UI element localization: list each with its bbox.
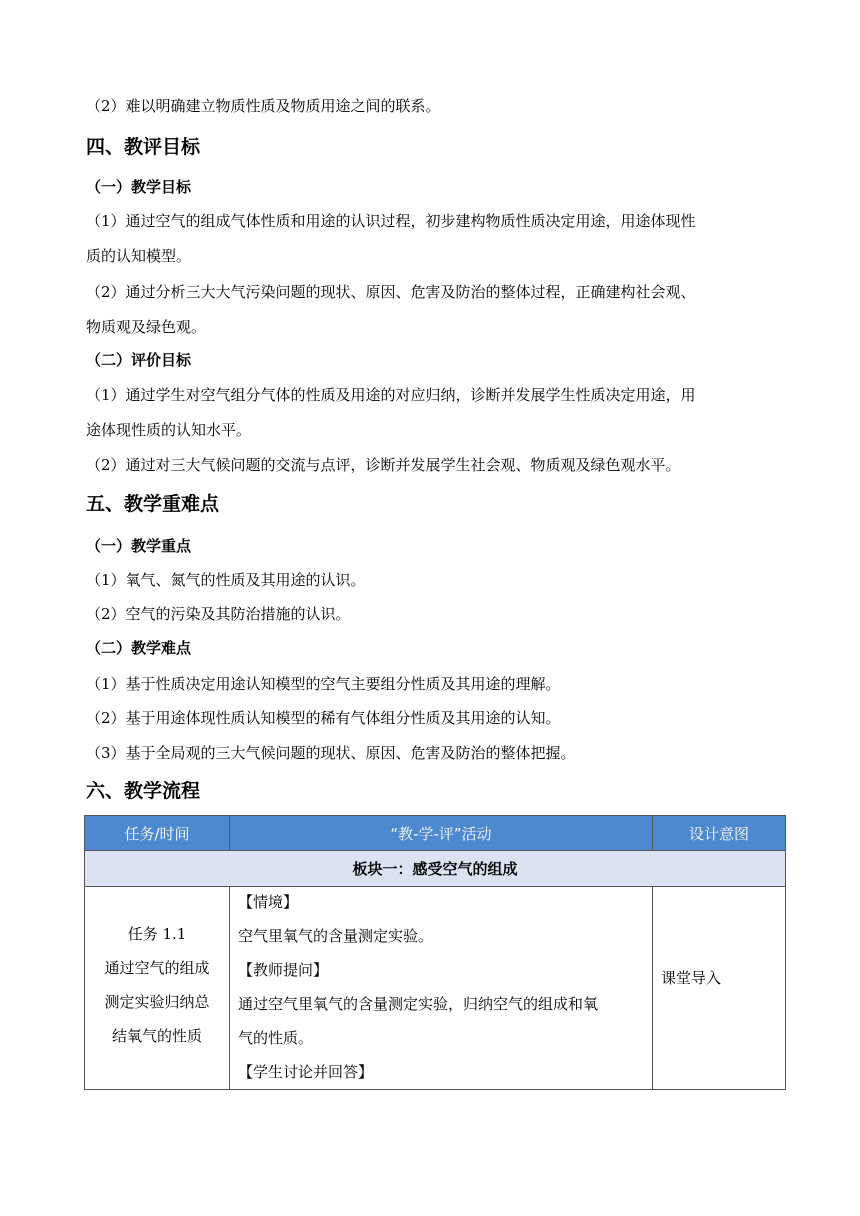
- task-line: 任务 1.1: [127, 925, 187, 943]
- intent-text: 课堂导入: [661, 969, 722, 987]
- header-design-intent: 设计意图: [653, 816, 786, 851]
- difficulty-2: （2）基于用途体现性质认知模型的稀有气体组分性质及其用途的认知。: [86, 709, 561, 727]
- teaching-goals-heading: （一）教学目标: [86, 178, 192, 196]
- intent-cell: [653, 887, 786, 1090]
- header-activity: “教-学-评”活动: [230, 816, 653, 851]
- activity-cell: [230, 887, 653, 1090]
- teaching-goal-1-line-2: 质的认知模型。: [86, 247, 192, 265]
- evaluation-goal-2: （2）通过对三大气候问题的交流与点评，诊断并发展学生社会观、物质观及绿色观水平。: [86, 456, 681, 474]
- task-line: 通过空气的组成: [104, 959, 210, 977]
- table-header-row: [85, 816, 786, 851]
- table-section-row: [85, 851, 786, 887]
- teaching-goal-2-line-2: 物质观及绿色观。: [86, 318, 207, 336]
- section-4-heading: 四、教评目标: [86, 136, 201, 158]
- task-line: 结氧气的性质: [111, 1027, 202, 1045]
- evaluation-goal-1-line-1: （1）通过学生对空气组分气体的性质及用途的对应归纳，诊断并发展学生性质决定用途，用: [86, 386, 696, 404]
- activity-line: 通过空气里氧气的含量测定实验，归纳空气的组成和氧: [238, 995, 599, 1013]
- intro-line: （2）难以明确建立物质性质及物质用途之间的联系。: [86, 97, 441, 115]
- activity-line: 气的性质。: [238, 1029, 314, 1047]
- activity-line: 空气里氧气的含量测定实验。: [238, 927, 434, 945]
- key-points-heading: （一）教学重点: [86, 537, 192, 555]
- teaching-goal-2-line-1: （2）通过分析三大大气污染问题的现状、原因、危害及防治的整体过程，正确建构社会观、: [86, 283, 696, 301]
- activity-line: 【学生讨论并回答】: [238, 1063, 374, 1081]
- task-cell: [85, 887, 230, 1090]
- difficulty-1: （1）基于性质决定用途认知模型的空气主要组分性质及其用途的理解。: [86, 675, 561, 693]
- header-task-time: 任务/时间: [85, 816, 230, 851]
- task-line: 测定实验归纳总: [104, 993, 210, 1011]
- section-5-heading: 五、教学重难点: [86, 493, 220, 515]
- evaluation-goals-heading: （二）评价目标: [86, 351, 192, 369]
- activity-line: 【情境】: [238, 893, 299, 911]
- difficulty-3: （3）基于全局观的三大气候问题的现状、原因、危害及防治的整体把握。: [86, 744, 576, 762]
- evaluation-goal-1-line-2: 途体现性质的认知水平。: [86, 421, 252, 439]
- activity-line: 【教师提问】: [238, 961, 329, 979]
- key-point-1: （1）氧气、氮气的性质及其用途的认识。: [86, 571, 366, 589]
- section-6-heading: 六、教学流程: [86, 780, 201, 802]
- difficulties-heading: （二）教学难点: [86, 639, 192, 657]
- section-row-label: 板块一：感受空气的组成: [85, 851, 786, 887]
- teaching-goal-1-line-1: （1）通过空气的组成气体性质和用途的认识过程，初步建构物质性质决定用途，用途体现性: [86, 212, 696, 230]
- table-row: [85, 887, 786, 1090]
- teaching-flow-table: [84, 815, 786, 1090]
- key-point-2: （2）空气的污染及其防治措施的认识。: [86, 605, 351, 623]
